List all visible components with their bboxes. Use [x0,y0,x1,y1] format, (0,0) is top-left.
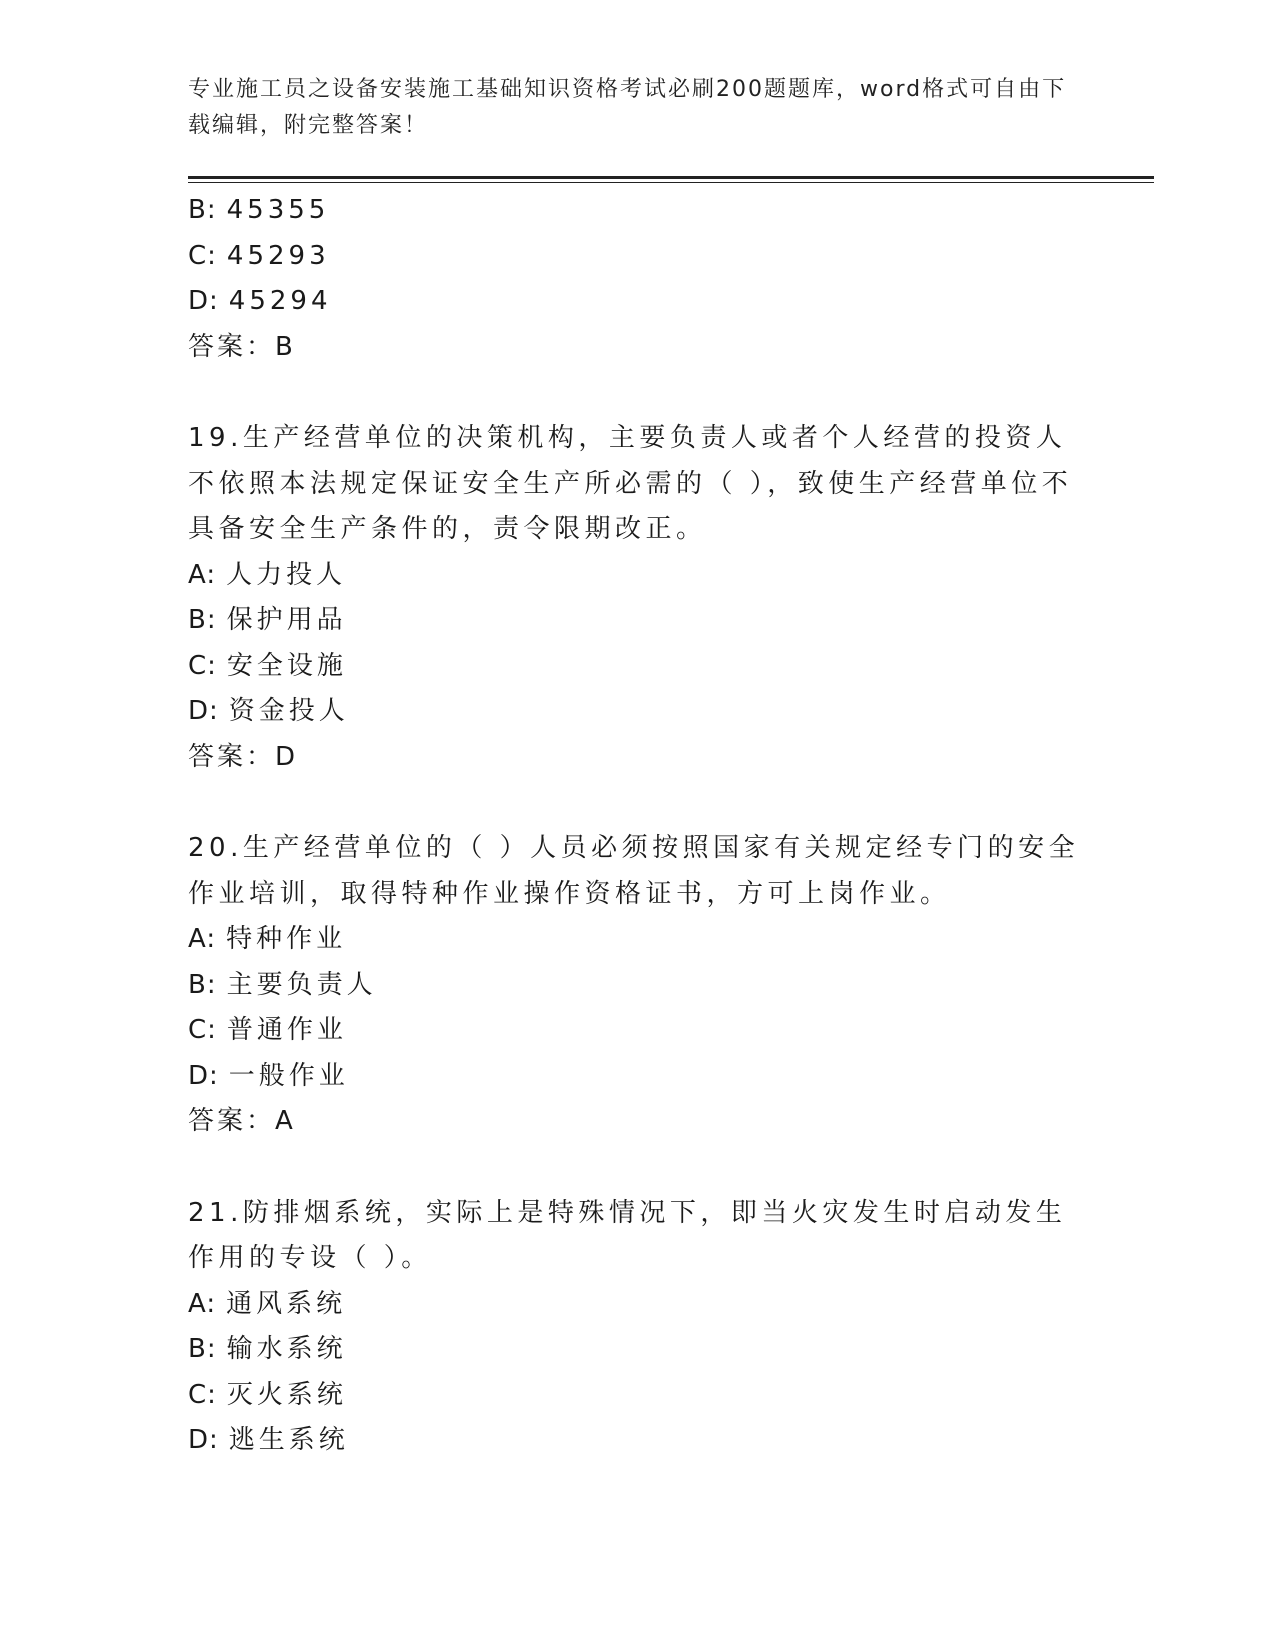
option-d [188,1418,1088,1464]
option-letter: A: [188,1288,217,1319]
option-letter: A: [188,924,217,954]
option-letter: B: [188,1334,217,1364]
option-b [188,188,1088,234]
question-block-21 [188,1191,1088,1464]
option-text: 输水系统 [226,1334,347,1364]
question-stem: 21.防排烟系统，实际上是特殊情况下，即当火灾发生时启动发生作用的专设（ ）。 [188,1197,1067,1273]
option-text: 灭火系统 [226,1379,347,1410]
option-a [188,553,1088,599]
option-text: 保护用品 [226,605,347,635]
option-a [188,1282,1088,1328]
option-c [188,1373,1088,1419]
option-text: 资金投人 [228,696,349,726]
question-block-19 [188,416,1088,780]
answer-line: 答案：D [188,741,299,772]
option-c [188,1008,1088,1054]
option-letter: C: [188,1379,217,1410]
option-d [188,1054,1088,1100]
option-d [188,689,1088,735]
question-stem: 19.生产经营单位的决策机构，主要负责人或者个人经营的投资人不依照本法规定保证安全生产所必需的（ ），致使生产经营单位不具备安全生产条件的，责令限期改正。 [188,423,1073,544]
header-divider-thick [188,176,1154,179]
option-letter: B: [188,969,217,1000]
option-letter: A: [188,559,217,590]
option-letter: D: [188,1425,219,1455]
option-letter: D: [188,1060,219,1091]
option-letter: B: [188,605,217,635]
option-text: 45294 [228,286,332,316]
option-letter: B: [188,195,217,225]
option-letter: C: [188,240,217,271]
answer-line: 答案：B [188,331,296,362]
option-c [188,644,1088,690]
option-text: 安全设施 [226,650,347,681]
option-b [188,1327,1088,1373]
option-text: 主要负责人 [226,969,377,1000]
answer-line: 答案：A [188,1106,296,1136]
option-text: 通风系统 [226,1288,347,1319]
option-letter: D: [188,696,219,726]
option-d [188,279,1088,325]
option-b [188,598,1088,644]
document-header: 专业施工员之设备安装施工基础知识资格考试必刷200题题库，word格式可自由下载编辑，附完整答案！ [188,77,1067,138]
option-letter: D: [188,286,219,316]
option-text: 45293 [226,240,330,271]
option-text: 特种作业 [226,924,347,954]
option-a [188,917,1088,963]
option-text: 逃生系统 [228,1425,349,1455]
option-text: 人力投人 [226,559,347,590]
option-b [188,963,1088,1009]
option-text: 普通作业 [226,1015,347,1045]
header-divider-thin [188,182,1154,183]
question-block-18 [188,188,1088,370]
option-text: 45355 [226,195,330,225]
option-letter: C: [188,1015,217,1045]
question-block-20 [188,826,1088,1145]
option-c [188,234,1088,280]
question-stem: 20.生产经营单位的（ ）人员必须按照国家有关规定经专门的安全作业培训，取得特种作业操作资格证书，方可上岗作业。 [188,833,1080,909]
question-list [188,188,1088,1464]
option-letter: C: [188,650,217,681]
option-text: 一般作业 [228,1060,349,1091]
